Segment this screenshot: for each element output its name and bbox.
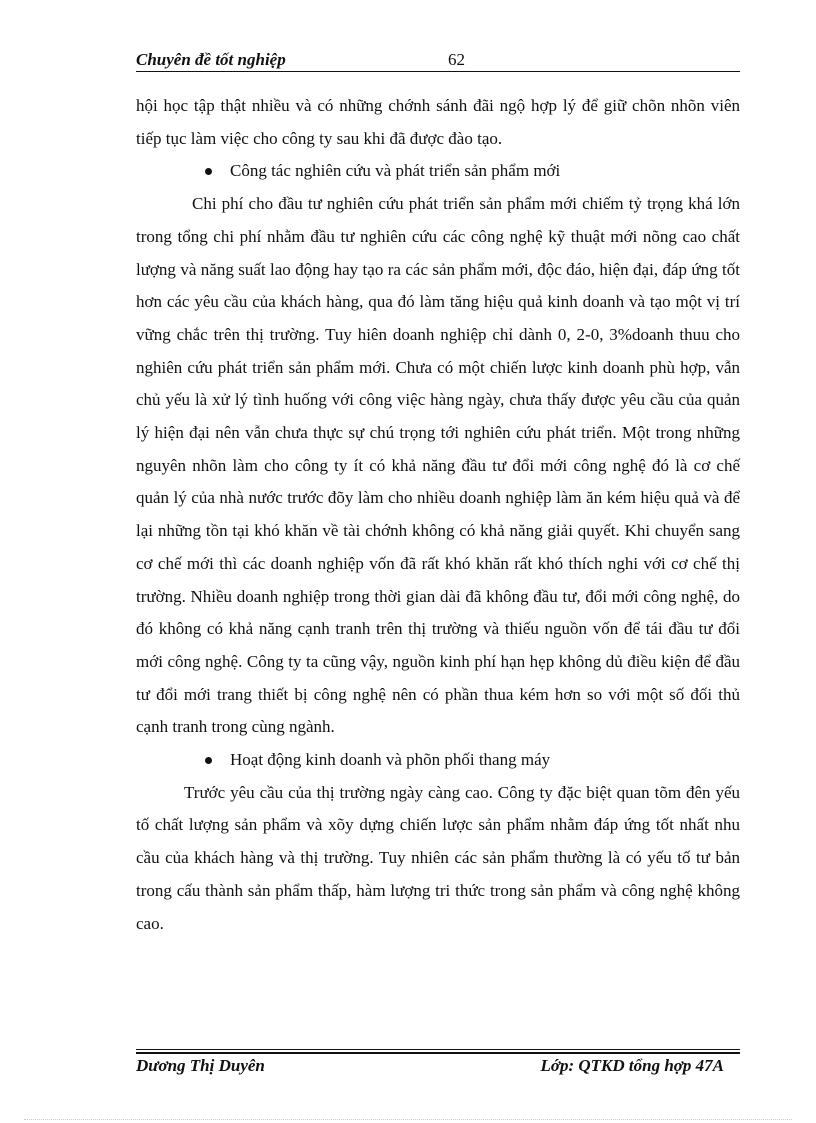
header-title: Chuyên đề tốt nghiệp (136, 50, 286, 69)
bullet-item-research (136, 155, 740, 188)
paragraph-continuation: hội học tập thật nhiều và có những chớnh sánh đãi ngộ hợp lý để giữ chõn nhõn viên tiếp tục làm việc cho công ty sau khi đã được đào tạo. (136, 96, 740, 148)
bullet-item-distribution (136, 744, 740, 777)
document-body (136, 90, 740, 940)
page-number: 62 (448, 50, 465, 69)
paragraph-research: Chi phí cho đầu tư nghiên cứu phát triển sản phẩm mới chiếm tỷ trọng khá lớn trong tổng chi phí nhằm đầu tư nghiên cứu các công nghệ kỹ thuật mới nõng cao chất lượng và năng suất lao động hay tạo ra các sản phẩm mới, độc đáo, hiện đại, đáp ứng tốt hơn các yêu cầu của khách hàng, qua đó làm tăng hiệu quả kinh doanh và tạo một vị trí vững chắc trên thị trường. Tuy hiên doanh nghiệp chỉ dành 0, 2-0, 3%doanh thuu cho nghiên cứu phát triển sản phẩm mới. Chưa có một chiến lược kinh doanh phù hợp, vẫn chủ yếu là xử lý tình huống với công việc hàng ngày, chưa thấy được yêu cầu của quản lý hiện đại nên vẫn chưa thực sự chú trọng tới nghiên cứu phát triển. Một trong những nguyên nhõn làm cho công ty ít có khả năng đầu tư đổi mới công nghệ đó là cơ chế quản lý của nhà nước trước đõy làm cho nhiều doanh nghiệp làm ăn kém hiệu quả và để lại những tồn tại khó khăn về tài chớnh không có khả năng giải quyết. Khi chuyển sang cơ chế mới thì các doanh nghiệp vốn đã rất khó khăn rất khó thích nghi với cơ chế thị trường. Nhiều doanh nghiệp trong thời gian dài đã không đầu tư, đổi mới công nghệ, do đó không có khả năng cạnh tranh trên thị trường và thiếu nguồn vốn để tái đầu tư đổi mới công nghệ. Công ty ta cũng vậy, nguồn kinh phí hạn hẹp không dủ điều kiện để đầu tư đổi mới trang thiết bị công nghệ nên có phần thua kém hơn so với một số đối thủ cạnh tranh trong cùng ngành. (136, 194, 740, 737)
paragraph-distribution: Trước yêu cầu của thị trường ngày càng cao. Công ty đặc biệt quan tõm đên yếu tố chất lượng sản phẩm và xõy dựng chiến lược sản phẩm nhằm đáp ứng tốt nhất nhu cầu của khách hàng và thị trường. Tuy nhiên các sản phẩm thường là có yếu tố tư bản trong cấu thành sản phẩm thấp, hàm lượng tri thức trong sản phẩm và công nghệ không cao. (136, 782, 740, 933)
footer-divider-thin (136, 1049, 740, 1050)
page-edge-divider (24, 1119, 792, 1120)
footer-author: Dương Thị Duyên (136, 1056, 265, 1075)
footer-class: Lớp: QTKD tổng hợp 47A (540, 1056, 724, 1075)
bullet-text-research: Công tác nghiên cứu và phát triển sản phẩm mới (230, 161, 561, 181)
bullet-text-distribution: Hoạt động kinh doanh và phõn phối thang máy (230, 750, 551, 770)
page-header (136, 50, 740, 72)
footer-divider-thick (136, 1052, 740, 1054)
header-divider (136, 71, 740, 72)
